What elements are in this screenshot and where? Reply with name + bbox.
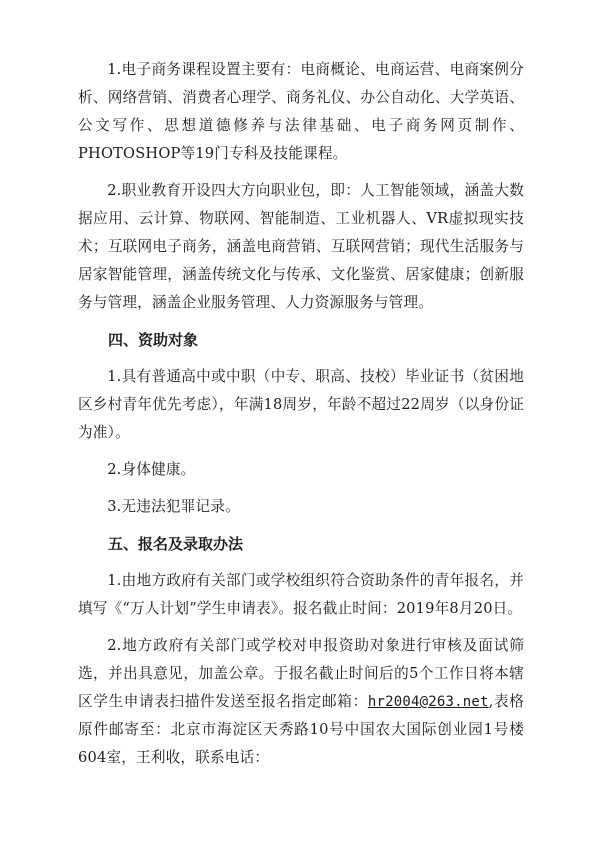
- paragraph-courses: 1.电子商务课程设置主要有：电商概论、电商运营、电商案例分析、网络营销、消费者心理学、商务礼仪、办公自动化、大学英语、公文写作、思想道德修养与法律基础、电子商务网页制作、PHOTOSHOP等19门专科及技能课程。: [78, 61, 524, 162]
- paragraph-eligibility-record: 3.无违法犯罪记录。: [107, 498, 240, 515]
- email-link[interactable]: hr2004@263.net: [367, 694, 489, 710]
- review-text-before: 2.地方政府有关部门或学校对申报资助对象进行审核及面试筛选，并出具意见，加盖公章。于报名截止时间后的5个工作日将本辖区学生申请表扫描件发送至报名指定邮箱：: [78, 637, 524, 710]
- paragraph-registration-review: [78, 632, 524, 772]
- paragraph-eligibility-education: 1.具有普通高中或中职（中专、职高、技校）毕业证书（贫困地区乡村青年优先考虑），年满18周岁，年龄不超过22周岁（以身份证为准）。: [78, 368, 524, 441]
- review-text-after: ,表格原件邮寄至：北京市海淀区天秀路10号中国农大国际创业园1号楼604室，王利收，联系电话：: [78, 693, 524, 766]
- paragraph-eligibility-health: 2.身体健康。: [107, 461, 196, 478]
- section-heading-registration: 五、报名及录取办法: [108, 535, 244, 553]
- section-heading-funding-targets: 四、资助对象: [108, 331, 199, 349]
- paragraph-registration-deadline: 1.由地方政府有关部门或学校组织符合资助条件的青年报名，并填写《“万人计划”学生申请表》。报名截止时间：2019年8月20日。: [78, 572, 524, 617]
- paragraph-vocational-packages: 2.职业教育开设四大方向职业包，即：人工智能领域，涵盖大数据应用、云计算、物联网、智能制造、工业机器人、VR虚拟现实技术；互联网电子商务，涵盖电商营销、互联网营销；现代生活服务与居家智能管理，涵盖传统文化与传承、文化鉴赏、居家健康；创新服务与管理，涵盖企业服务管理、人力资源服务与管理。: [78, 182, 524, 311]
- document-page: [78, 56, 524, 836]
